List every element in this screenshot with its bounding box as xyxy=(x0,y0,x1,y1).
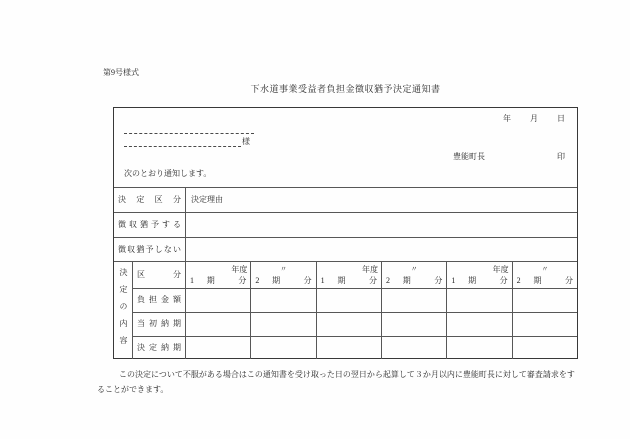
category-row-label: 区 分 xyxy=(132,261,185,288)
date-year-label: 年 xyxy=(503,114,511,123)
period-label: 2 期 分 xyxy=(386,276,443,285)
original-due-cell xyxy=(250,312,315,336)
appeal-notice xyxy=(97,367,579,397)
original-due-cell xyxy=(446,312,511,336)
appeal-notice-line-1: この決定について不服がある場合はこの通知書を受け取った日の翌日から起算して３か月以内に豊能町長に対して審査請求をす xyxy=(119,370,575,379)
amount-cell xyxy=(250,288,315,312)
decided-due-cell xyxy=(185,336,250,359)
decided-due-cell xyxy=(381,336,446,359)
decided-due-cell xyxy=(512,336,577,359)
form-box xyxy=(113,107,578,359)
decided-due-row-label: 決 定 納 期 xyxy=(132,336,185,359)
decided-due-cell xyxy=(250,336,315,359)
original-due-cell xyxy=(381,312,446,336)
form-title: 下水道事業受益者負担金徴収猶予決定通知書 xyxy=(250,84,441,94)
addressee-block xyxy=(124,122,254,148)
year-label: 年度 xyxy=(492,265,509,274)
year-label: 年度 xyxy=(362,265,378,274)
amount-row-label: 負 担 金 額 xyxy=(132,288,185,312)
defer-yes-row-label: 徴 収 猶 予 す る xyxy=(114,212,185,237)
content-side-label: 決定の内容 xyxy=(119,268,128,353)
decided-due-cell xyxy=(316,336,381,359)
decision-reason-header: 決定理由 xyxy=(185,187,577,212)
defer-no-reason-cell xyxy=(185,237,577,261)
original-due-cell xyxy=(316,312,381,336)
decision-table xyxy=(114,187,577,261)
amount-cell xyxy=(512,288,577,312)
amount-cell xyxy=(316,288,381,312)
date-day-label: 日 xyxy=(557,114,565,123)
original-due-row-label: 当 初 納 期 xyxy=(132,312,185,336)
period-label: 2 期 分 xyxy=(255,276,312,285)
amount-cell xyxy=(446,288,511,312)
decision-category-header: 決 定 区 分 xyxy=(114,187,185,212)
addressee-dashed-line xyxy=(124,135,241,147)
decided-due-cell xyxy=(446,336,511,359)
date-line xyxy=(503,114,565,124)
ditto-mark: 〃 xyxy=(279,265,287,273)
ditto-mark: 〃 xyxy=(541,265,549,273)
seal-label: 印 xyxy=(557,152,565,161)
original-due-cell xyxy=(185,312,250,336)
form-number-label: 第9号様式 xyxy=(103,68,139,77)
sender-line xyxy=(453,152,565,162)
appeal-notice-line-2: ることができます。 xyxy=(97,385,169,394)
addressee-line-2 xyxy=(124,135,254,148)
year-label: 年度 xyxy=(231,265,248,274)
addressee-dashed-line xyxy=(124,122,254,134)
period-column-header-5 xyxy=(446,261,511,288)
addressee-line-1 xyxy=(124,122,254,135)
period-label: 1 期 分 xyxy=(320,276,377,285)
honorific-label: 様 xyxy=(242,137,250,147)
notify-text: 次のとおり通知します。 xyxy=(124,169,212,178)
period-column-header-6 xyxy=(512,261,577,288)
period-column-header-1 xyxy=(185,261,250,288)
defer-no-row-label: 徴収猶予しない xyxy=(114,237,185,261)
period-column-header-3 xyxy=(316,261,381,288)
original-due-cell xyxy=(512,312,577,336)
content-side-label-cell xyxy=(114,261,132,359)
period-label: 1 期 分 xyxy=(190,276,247,285)
date-month-label: 月 xyxy=(530,114,538,123)
ditto-mark: 〃 xyxy=(410,265,418,273)
mayor-name-label: 豊能町長 xyxy=(453,152,485,161)
amount-cell xyxy=(185,288,250,312)
period-column-header-4 xyxy=(381,261,446,288)
content-table xyxy=(114,261,577,358)
period-column-header-2 xyxy=(250,261,315,288)
period-label: 2 期 分 xyxy=(516,276,573,285)
defer-yes-reason-cell xyxy=(185,212,577,237)
period-label: 1 期 分 xyxy=(451,276,508,285)
amount-cell xyxy=(381,288,446,312)
